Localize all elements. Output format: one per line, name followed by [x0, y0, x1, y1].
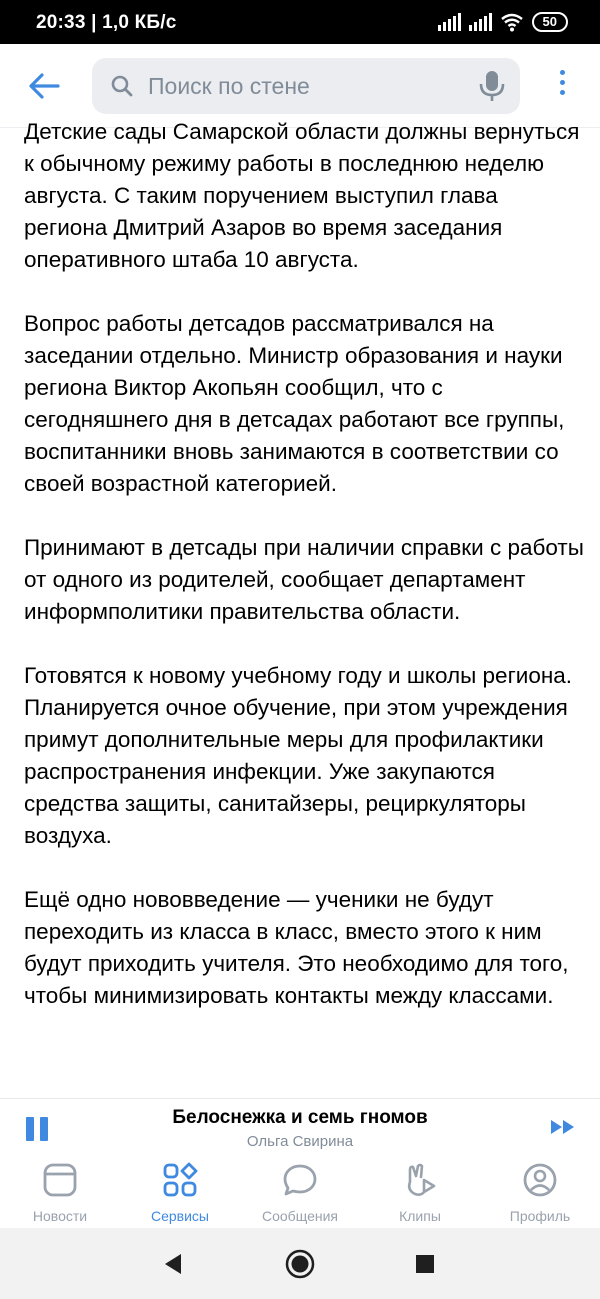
- more-menu-icon[interactable]: [554, 70, 570, 104]
- tab-messages[interactable]: [240, 1158, 360, 1228]
- post-paragraph: Ещё одно нововведение — ученики не будут переходить из класса в класс, вместо этого к ним будут приходить учителя. Это необходимо для того, чтобы минимизировать контакты между классами.: [24, 887, 569, 1008]
- post-paragraph: Принимают в детсады при наличии справки с работы от одного из родителей, сообщает департамент информполитики правительства области.: [24, 535, 584, 624]
- track-title: Белоснежка и семь гномов: [172, 1107, 428, 1128]
- services-icon: [162, 1162, 198, 1198]
- back-arrow-icon[interactable]: [24, 66, 64, 106]
- track-artist: Ольга Свирина: [246, 1133, 354, 1150]
- post-text: [24, 116, 584, 1098]
- search-field[interactable]: [92, 58, 520, 114]
- search-placeholder: Поиск по стене: [148, 73, 310, 99]
- search-icon: [110, 74, 134, 98]
- status-bar: [0, 0, 600, 44]
- nav-home-icon[interactable]: [285, 1249, 315, 1279]
- microphone-icon[interactable]: [478, 69, 506, 103]
- tab-services[interactable]: [120, 1158, 240, 1228]
- messages-icon: [282, 1162, 318, 1198]
- post-paragraph: Вопрос работы детсадов рассматривался на заседании отдельно. Министр образования и науки региона Виктор Акопьян сообщил, что с сегодняшнего дня в детсадах работают все группы, воспитанники вновь занимаются в соответствии со своей возрастной категорией.: [24, 311, 565, 496]
- status-icons: [438, 12, 568, 32]
- tab-services-label: Сервисы: [150, 1208, 209, 1224]
- nav-recents-icon[interactable]: [416, 1255, 434, 1273]
- clips-icon: [402, 1162, 438, 1198]
- post-paragraph: Готовятся к новому учебному году и школы региона. Планируется очное обучение, при этом учреждения примут дополнительные меры для профилактики распространения инфекции. Уже закупаются средства защиты, санитайзеры, рециркуляторы воздуха.: [24, 663, 573, 848]
- nav-back-icon[interactable]: [163, 1253, 183, 1275]
- tab-news[interactable]: [0, 1158, 120, 1228]
- news-icon: [42, 1162, 78, 1198]
- tab-profile[interactable]: [480, 1158, 600, 1228]
- profile-icon: [522, 1162, 558, 1198]
- tab-clips[interactable]: [360, 1158, 480, 1228]
- next-track-icon[interactable]: [549, 1117, 577, 1137]
- post-paragraph: Детские сады Самарской области должны вернуться к обычному режиму работы в последнюю неделю августа. С таким поручением выступил глава региона Дмитрий Азаров во время заседания оперативного штаба 10 августа.: [24, 119, 580, 272]
- system-nav-bar: [0, 1228, 600, 1299]
- tab-messages-label: Сообщения: [262, 1208, 338, 1224]
- signal-icon: [438, 13, 461, 31]
- audio-player[interactable]: [0, 1098, 600, 1158]
- status-time: 20:33 | 1,0 КБ/с: [36, 12, 177, 33]
- wifi-icon: [500, 12, 524, 32]
- tab-bar: [0, 1158, 600, 1228]
- signal-icon-2: [469, 13, 492, 31]
- tab-clips-label: Клипы: [399, 1208, 441, 1224]
- battery-icon: 50: [532, 12, 568, 32]
- tab-news-label: Новости: [32, 1208, 88, 1224]
- tab-profile-label: Профиль: [509, 1208, 571, 1224]
